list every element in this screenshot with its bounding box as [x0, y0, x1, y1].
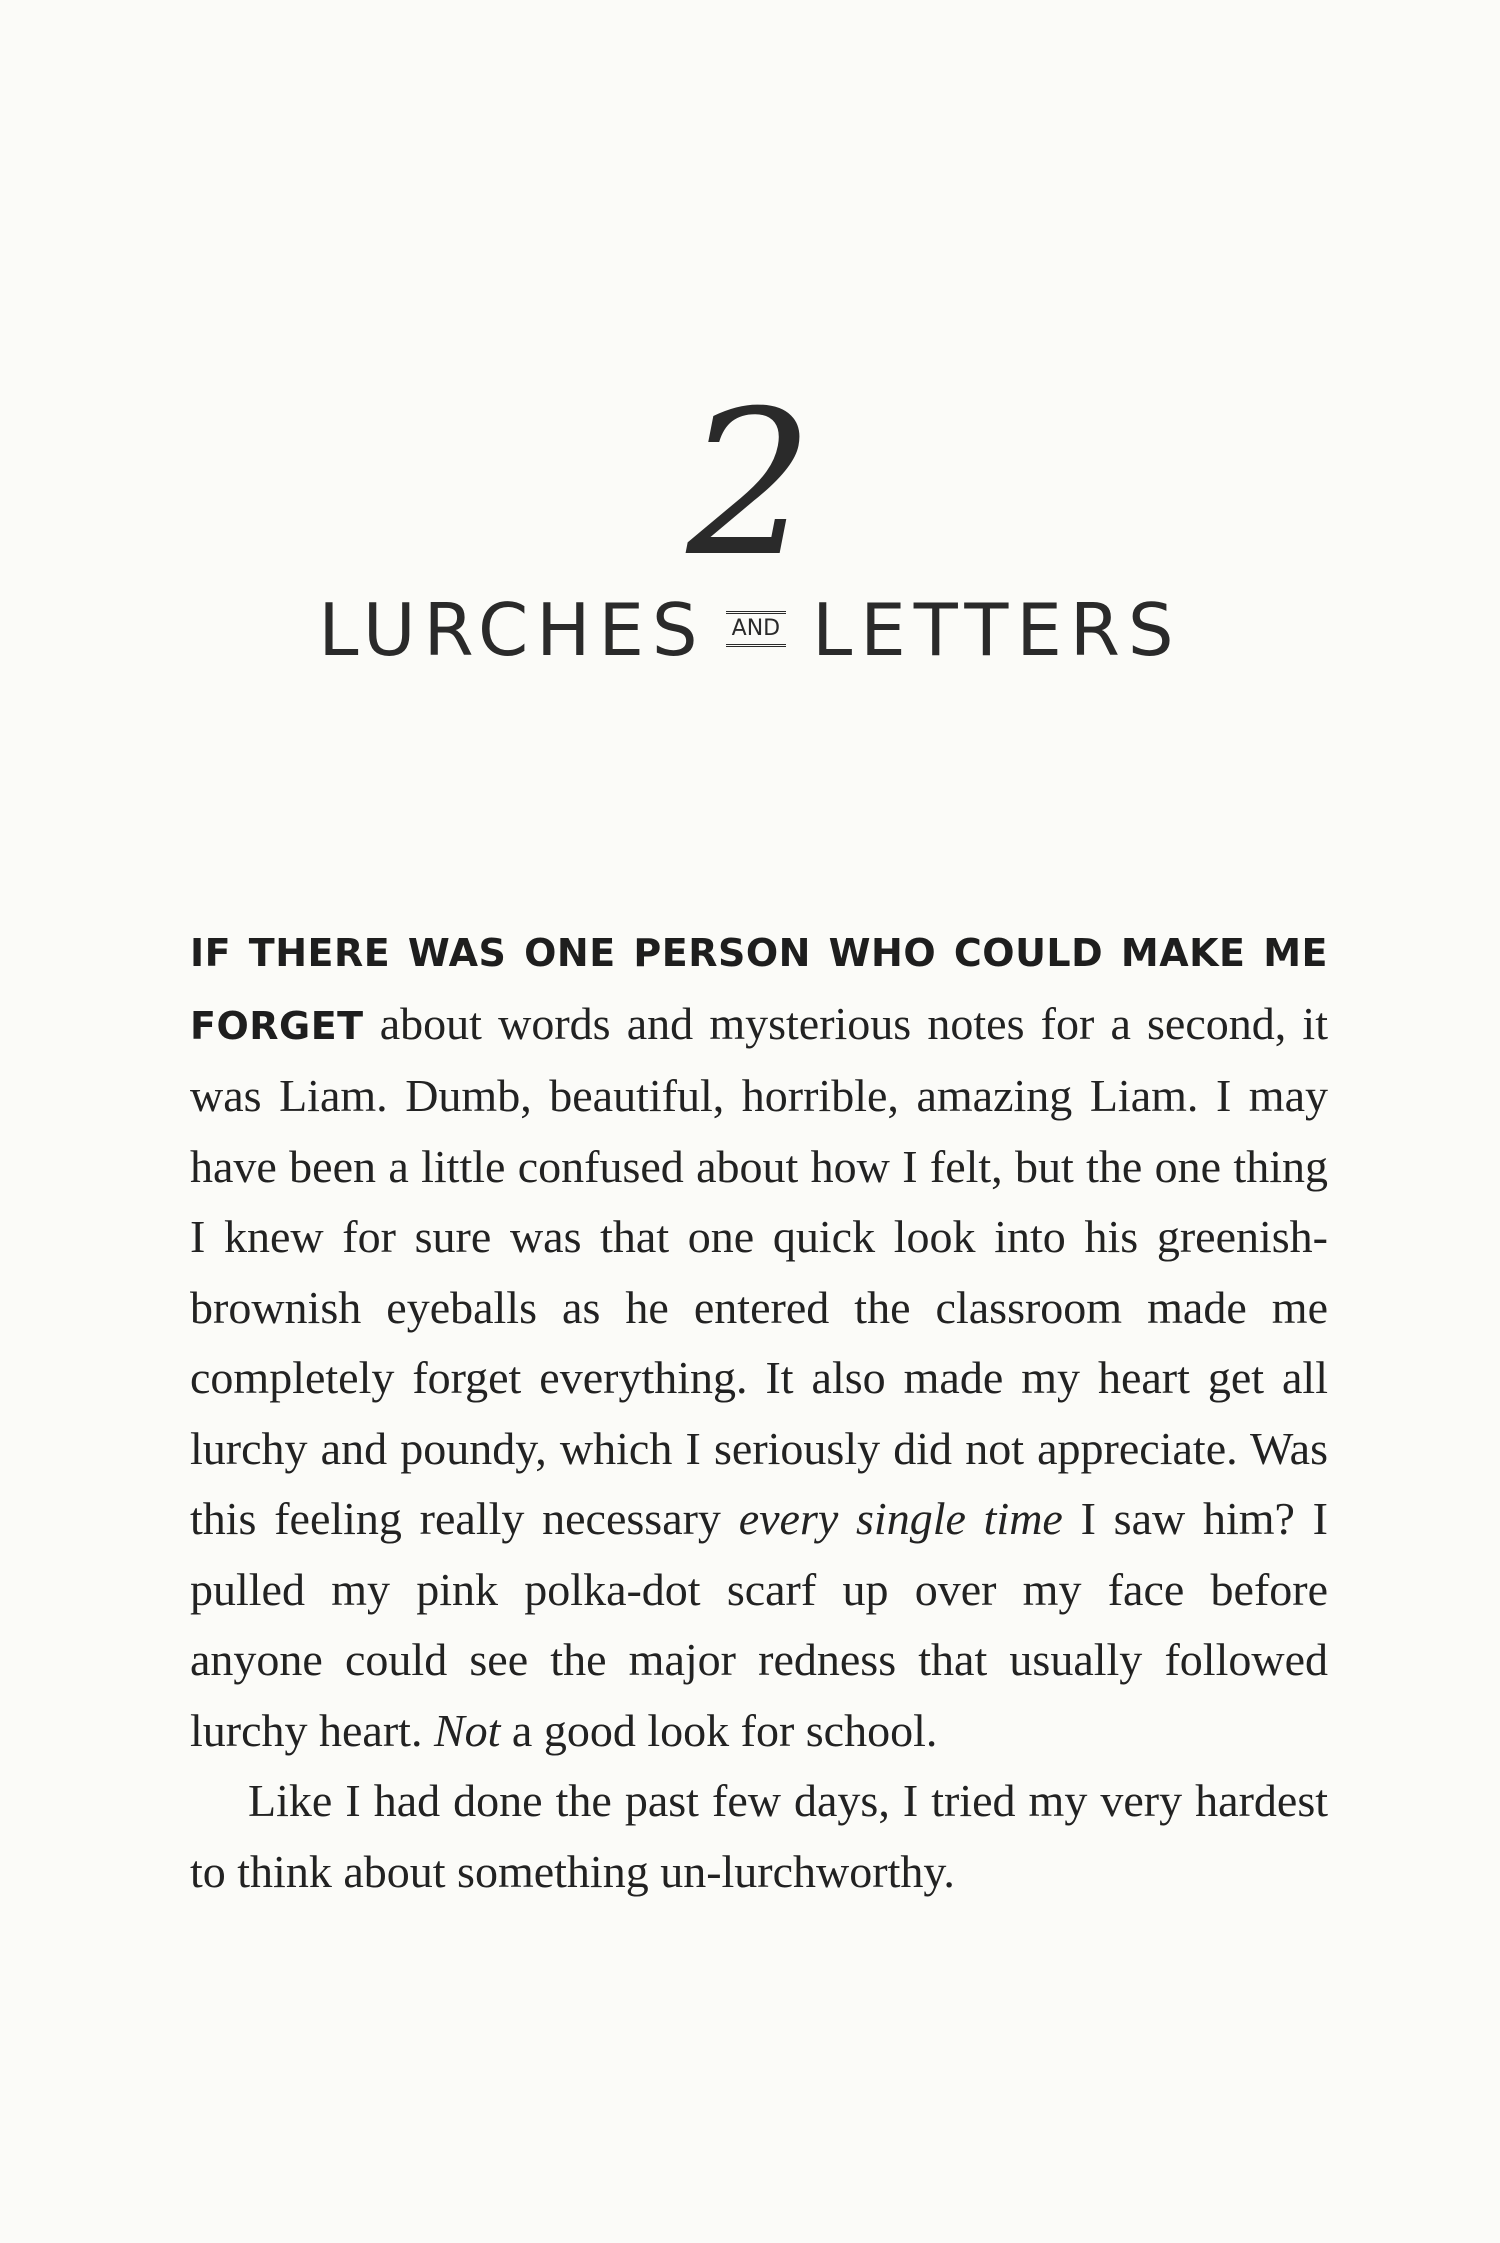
paragraph-1-text-a: about words and mysterious notes for a second, it was Liam. Dumb, beautiful, horrible, amazing Liam. I may have been a little confused about how I felt, but the one thing I knew for sure was that one quick look into his greenish-brownish eyeballs as he entered the classroom made me completely forget everything. It also made my heart get all lurchy and poundy, which I seriously did not appreciate. Was this feeling really necessary — [190, 997, 1328, 1544]
chapter-title — [0, 590, 1500, 670]
chapter-title-right: LETTERS — [812, 588, 1182, 672]
paragraph-1-text-c: a good look for school. — [500, 1704, 938, 1756]
chapter-title-left: LURCHES — [318, 588, 706, 672]
paragraph-1 — [190, 916, 1328, 1766]
paragraph-2: Like I had done the past few days, I tried my very hardest to think about something un-lurchworthy. — [190, 1775, 1328, 1897]
and-ligature: AND — [726, 611, 786, 647]
chapter-number: 2 — [686, 368, 814, 601]
body-text — [190, 916, 1328, 1907]
paragraph-1-text-b: I saw him? I pulled my pink polka-dot scarf up over my face before anyone could see the major redness that usually followed lurchy heart. — [190, 1493, 1328, 1756]
lead-in: IF THERE WAS ONE PERSON WHO COULD MAKE ME FORGET — [190, 931, 1328, 1048]
emphasis-every-single-time: every single time — [738, 1493, 1063, 1544]
emphasis-not: Not — [433, 1704, 501, 1756]
